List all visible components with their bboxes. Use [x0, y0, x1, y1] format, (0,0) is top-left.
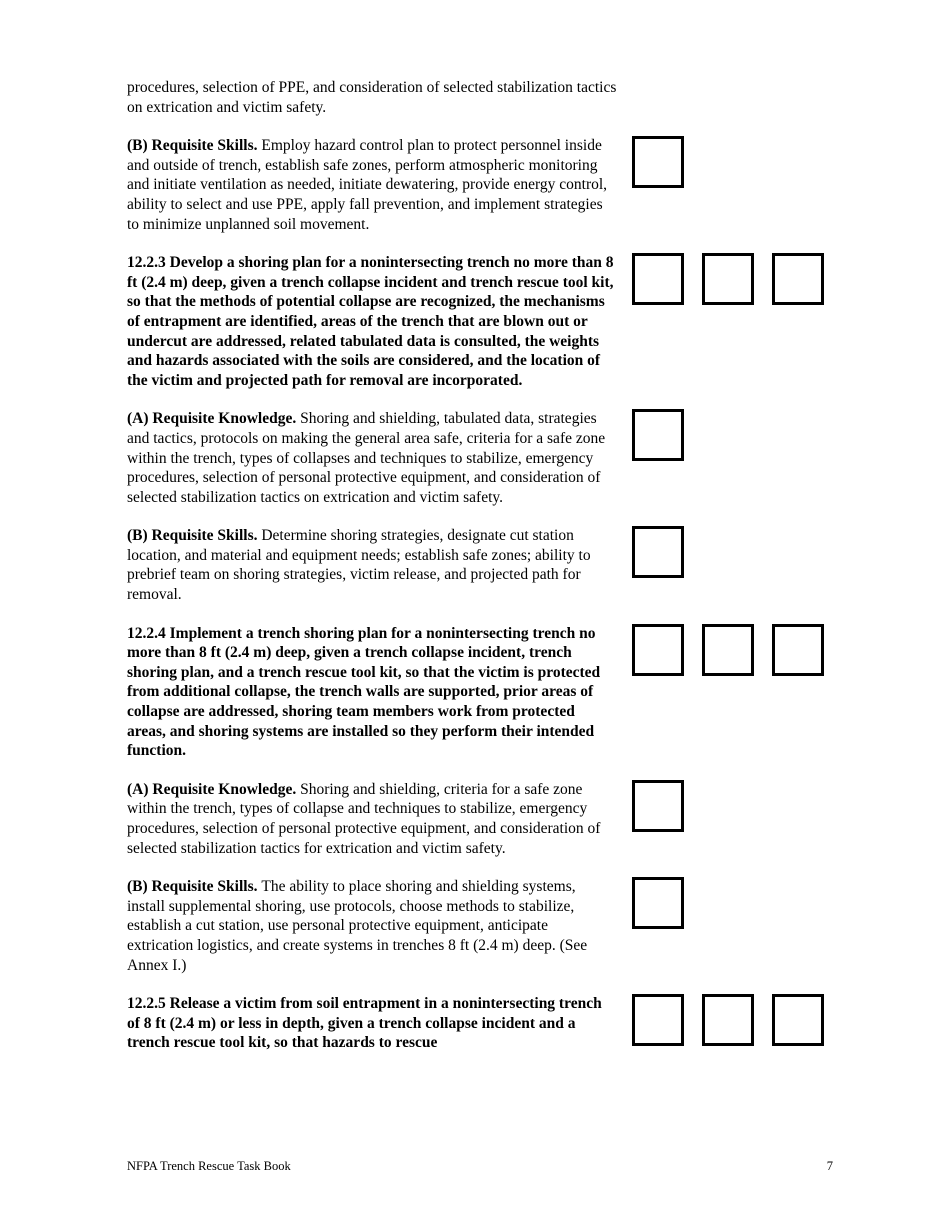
task-checkbox[interactable] — [772, 624, 824, 676]
task-section — [127, 994, 832, 1053]
task-section — [127, 780, 832, 858]
footer-title: NFPA Trench Rescue Task Book — [127, 1159, 291, 1173]
checkbox-group — [632, 780, 684, 832]
checkbox-group — [632, 136, 684, 188]
section-lead: (A) Requisite Knowledge. — [127, 780, 301, 798]
checkbox-group — [632, 409, 684, 461]
sections — [127, 78, 832, 1072]
task-checkbox[interactable] — [632, 877, 684, 929]
section-lead: (B) Requisite Skills. — [127, 137, 262, 155]
page-footer — [127, 1158, 833, 1174]
section-body: Employ hazard control plan to protect personnel inside and outside of trench, establish safe zones, perform atmospheric monitoring and initiate ventilation as needed, initiate dewatering, provide energy control, ability to select and use PPE, apply fall prevention, and implement strategies to minimize unplanned soil movement. — [127, 137, 608, 233]
task-checkbox[interactable] — [702, 624, 754, 676]
checkbox-group — [632, 526, 684, 578]
task-checkbox[interactable] — [632, 526, 684, 578]
section-body: 12.2.5 Release a victim from soil entrapment in a nonintersecting trench of 8 ft (2.4 m) or less in depth, given a trench collapse incident and a trench rescue tool kit, so that hazards to rescue — [127, 995, 602, 1052]
task-section — [127, 78, 832, 117]
section-body: The ability to place shoring and shielding systems, install supplemental shoring, use protocols, choose methods to stabilize, establish a cut station, use personal protective equipment, anticipate extrication logistics, and create systems in trenches 8 ft (2.4 m) deep. (See Annex I.) — [127, 878, 588, 974]
task-checkbox[interactable] — [632, 136, 684, 188]
section-body: Shoring and shielding, criteria for a safe zone within the trench, types of collapse and techniques to stabilize, emergency procedures, selection of personal protective equipment, and consideration of selected stabilization tactics for extrication and victim safety. — [127, 780, 601, 857]
task-checkbox[interactable] — [632, 994, 684, 1046]
section-text — [127, 877, 617, 975]
task-checkbox[interactable] — [632, 253, 684, 305]
section-text — [127, 253, 617, 390]
section-body: Determine shoring strategies, designate cut station location, and material and equipment needs; establish safe zones; ability to prebrief team on shoring strategies, victim release, and projected path for removal. — [127, 527, 591, 604]
section-text — [127, 994, 617, 1053]
task-checkbox[interactable] — [702, 253, 754, 305]
section-body: procedures, selection of PPE, and consideration of selected stabilization tactics on extrication and victim safety. — [127, 79, 617, 116]
task-section — [127, 136, 832, 234]
section-lead: (B) Requisite Skills. — [127, 878, 262, 896]
section-body: 12.2.4 Implement a trench shoring plan for a nonintersecting trench no more than 8 ft (2.4 m) deep, given a trench collapse incident, trench shoring plan, and a trench rescue tool kit, so that the victim is protected from additional collapse, the trench walls are supported, prior areas of collapse are addressed, shoring team members work from protected areas, and shoring systems are installed so they perform their intended function. — [127, 624, 601, 760]
section-body: Shoring and shielding, tabulated data, strategies and tactics, protocols on making the general area safe, criteria for a safe zone within the trench, types of collapses and techniques to stabilize, emergency procedures, selection of personal protective equipment, and consideration of selected stabilization tactics on extrication and victim safety. — [127, 410, 606, 506]
task-checkbox[interactable] — [702, 994, 754, 1046]
section-body: 12.2.3 Develop a shoring plan for a nonintersecting trench no more than 8 ft (2.4 m) deep, given a trench collapse incident and trench rescue tool kit, so that the methods of potential collapse are recognized, the mechanisms of entrapment are identified, areas of the trench that are blown out or undercut are addressed, related tabulated data is consulted, the weights and hazards associated with the soils are considered, and the location of the victim and projected path for removal are incorporated. — [127, 254, 614, 389]
section-lead: (A) Requisite Knowledge. — [127, 410, 301, 428]
checkbox-group — [632, 994, 824, 1046]
page-number: 7 — [826, 1159, 833, 1173]
checkbox-group — [632, 253, 824, 305]
task-checkbox[interactable] — [632, 624, 684, 676]
section-text — [127, 409, 617, 507]
section-text — [127, 780, 617, 858]
task-checkbox[interactable] — [772, 253, 824, 305]
checkbox-group — [632, 877, 684, 929]
section-text — [127, 624, 617, 761]
task-section — [127, 409, 832, 507]
task-section — [127, 253, 832, 390]
task-section — [127, 526, 832, 604]
task-section — [127, 624, 832, 761]
section-text — [127, 526, 617, 604]
task-checkbox[interactable] — [632, 780, 684, 832]
task-section — [127, 877, 832, 975]
section-text — [127, 136, 617, 234]
checkbox-group — [632, 624, 824, 676]
task-checkbox[interactable] — [772, 994, 824, 1046]
section-text — [127, 78, 617, 117]
task-checkbox[interactable] — [632, 409, 684, 461]
section-lead: (B) Requisite Skills. — [127, 527, 262, 545]
